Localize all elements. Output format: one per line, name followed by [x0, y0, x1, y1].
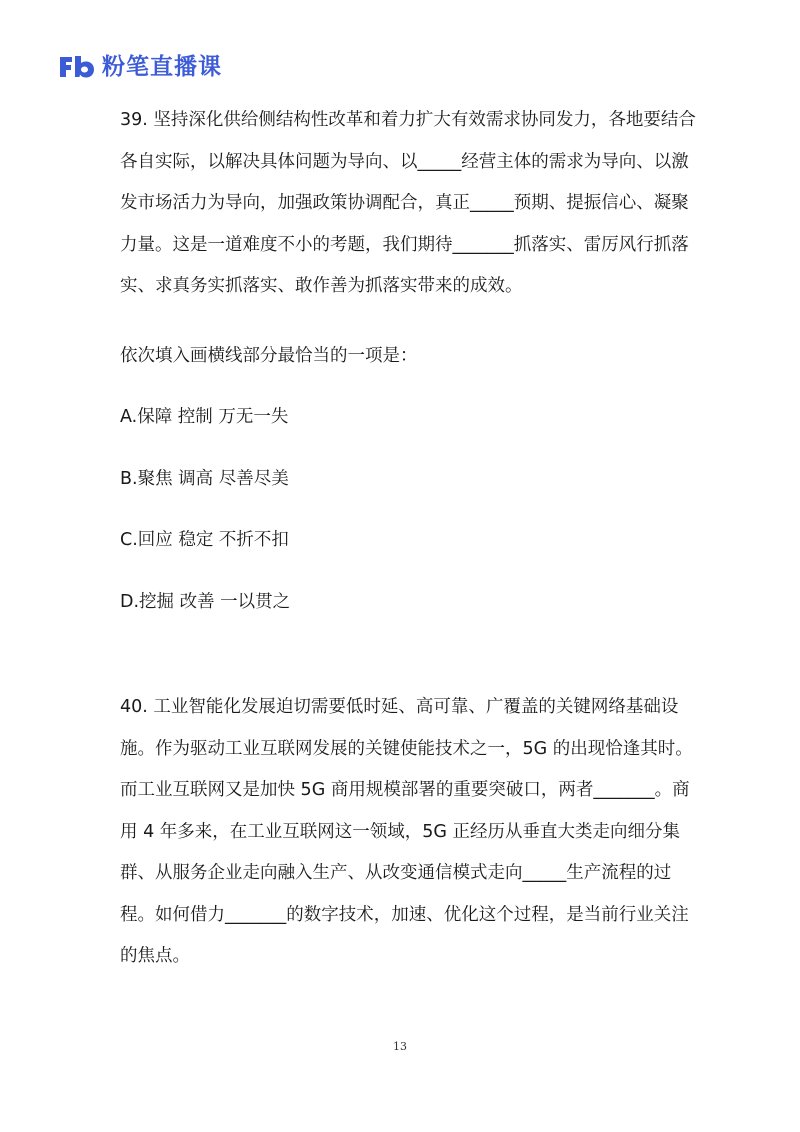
- question-40-stem: 40. 工业智能化发展迫切需要低时延、高可靠、广覆盖的关键网络基础设施。作为驱动工业互联网发展的关键使能技术之一，5G 的出现恰逢其时。而工业互联网又是加快 5G 商用规模部署的重要突破口，两者_______。商用 4 年多来，在工业互联网这一领域，5G 正经历从垂直大类走向细分集群、从服务企业走向融入生产、从改变通信模式走向_____生产流程的过程。如何借力_______的数字技术，加速、优化这个过程，是当前行业关注的焦点。: [120, 697, 693, 966]
- option-d: D.挖掘 改善 一以贯之: [120, 591, 291, 612]
- brand-header: [58, 52, 222, 82]
- option-a: A.保障 控制 万无一失: [120, 407, 289, 427]
- question-content: [120, 100, 700, 978]
- fenbi-logo-icon: [58, 54, 96, 80]
- option-c: C.回应 稳定 不折不扣: [120, 530, 289, 550]
- option-b: B.聚焦 调高 尽善尽美: [120, 468, 289, 489]
- question-39-stem: 39. 坚持深化供给侧结构性改革和着力扩大有效需求协同发力，各地要结合各自实际，以解决具体问题为导向、以_____经营主体的需求为导向、以激发市场活力为导向，加强政策协调配合，真正_____预期、提振信心、凝聚力量。这是一道难度不小的考题，我们期待_______抓落实、雷厉风行抓落实、求真务实抓落实、敢作善为抓落实带来的成效。: [120, 110, 696, 296]
- brand-name: 粉笔直播课: [102, 54, 222, 80]
- question-39-prompt: 依次填入画横线部分最恰当的一项是：: [120, 345, 418, 366]
- page-number: 13: [393, 1040, 407, 1053]
